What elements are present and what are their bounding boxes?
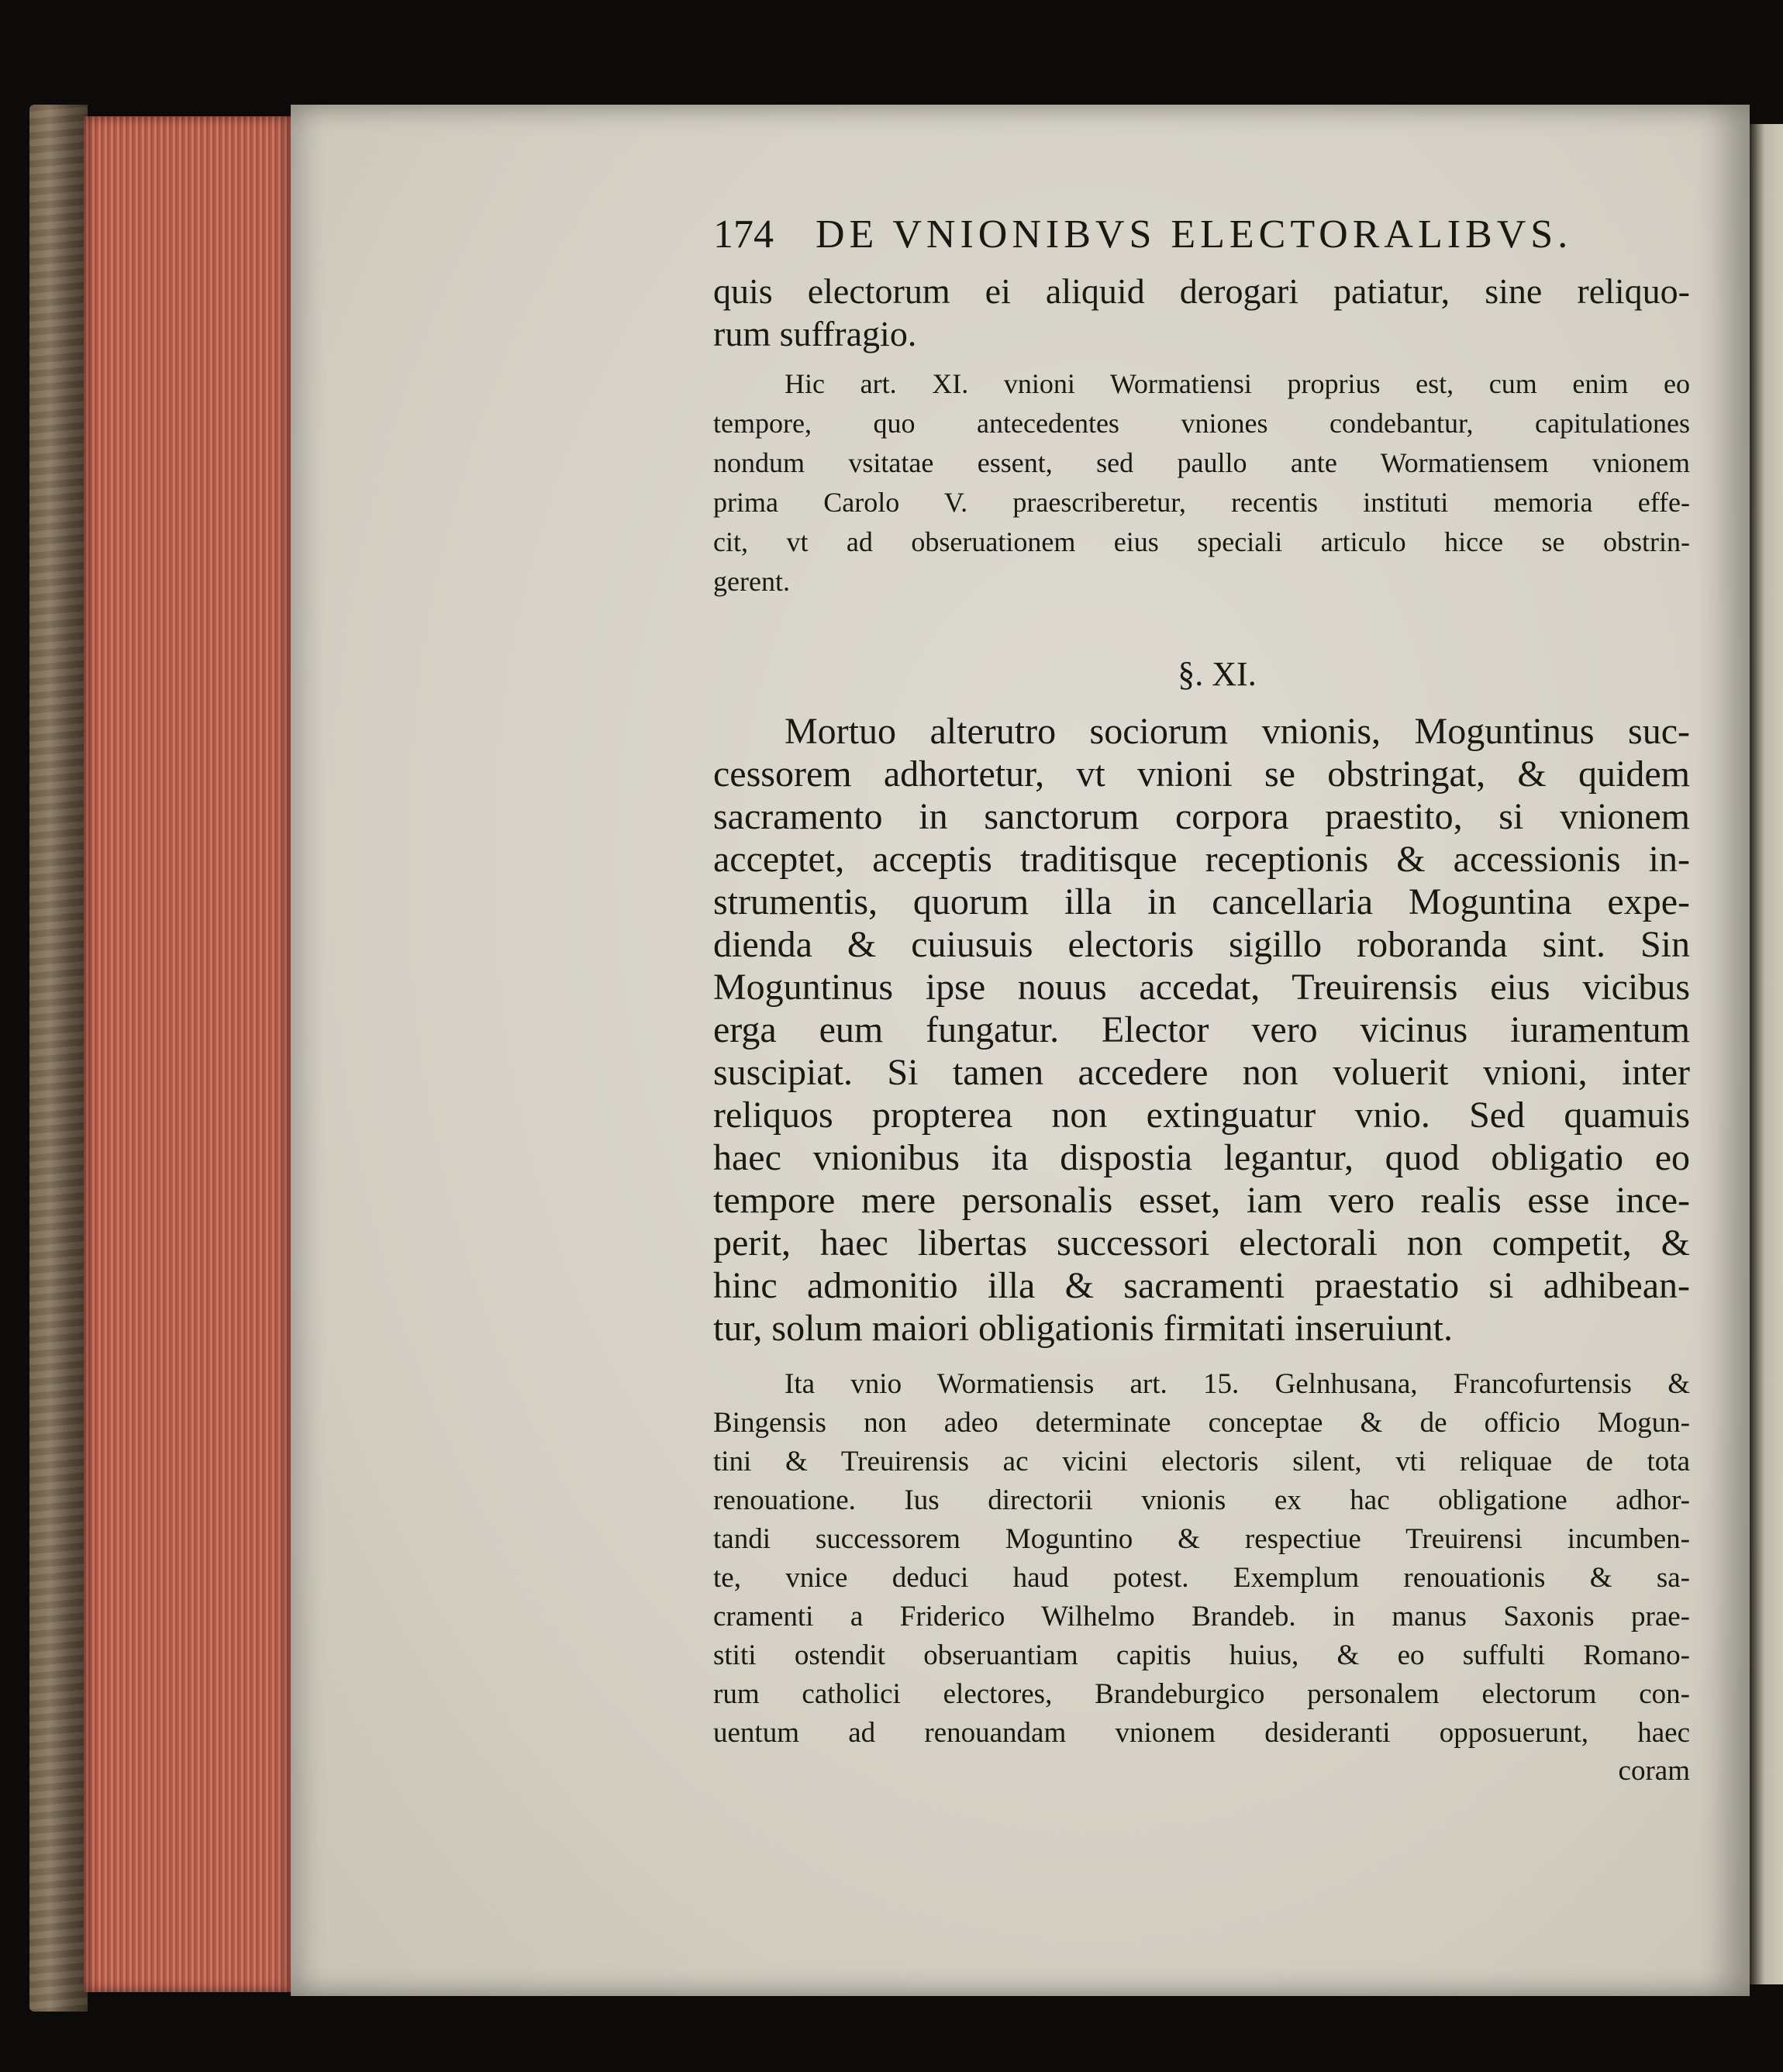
text-line: tur, solum maiori obligationis firmitati inseruiunt.: [713, 1308, 1453, 1349]
text-line: hinc admonitio illa & sacramenti praestatio si adhibean-: [713, 1265, 1690, 1306]
text-line: perit, haec libertas successori electorali non competit, &: [713, 1222, 1690, 1264]
section-heading: §. XI.: [1178, 655, 1257, 693]
text-line: renouatione. Ius directorii vnionis ex hac obligatione adhor-: [713, 1484, 1690, 1516]
text-line: suscipiat. Si tamen accedere non voluerit vnioni, inter: [713, 1052, 1690, 1093]
text-line: Mortuo alterutro sociorum vnionis, Moguntinus suc-: [785, 711, 1690, 752]
text-line: cit, vt ad obseruationem eius speciali articulo hicce se obstrin-: [713, 526, 1690, 557]
text-line: strumentis, quorum illa in cancellaria Moguntina expe-: [713, 881, 1690, 922]
text-line: stiti ostendit obseruantiam capitis huius, & eo suffulti Romano-: [713, 1639, 1690, 1671]
text-line: acceptet, acceptis traditisque receptionis & accessionis in-: [713, 839, 1690, 880]
text-line: Hic art. XI. vnioni Wormatiensi proprius est, cum enim eo: [785, 368, 1690, 399]
running-title: DE VNIONIBVS ELECTORALIBVS.: [816, 212, 1573, 257]
text-line: nondum vsitatae essent, sed paullo ante Wormatiensem vnionem: [713, 447, 1690, 478]
text-line: te, vnice deduci haud potest. Exemplum renouationis & sa-: [713, 1562, 1690, 1594]
text-line: haec vnionibus ita dispostia legantur, quod obligatio eo: [713, 1137, 1690, 1178]
text-line: rum catholici electores, Brandeburgico personalem electorum con-: [713, 1678, 1690, 1710]
footnote-article-xi: [713, 364, 1690, 602]
text-line: Bingensis non adeo determinate conceptae & de officio Mogun-: [713, 1407, 1690, 1439]
book-spine: [29, 105, 88, 2012]
main-paragraph: [713, 710, 1690, 1350]
text-line: cramenti a Friderico Wilhelmo Brandeb. in manus Saxonis prae-: [713, 1601, 1690, 1632]
running-head: [713, 209, 1690, 260]
text-line: sacramento in sanctorum corpora praestito, si vnionem: [713, 796, 1690, 837]
text-line: Moguntinus ipse nouus accedat, Treuirensis eius vicibus: [713, 967, 1690, 1008]
text-line: tini & Treuirensis ac vicini electoris silent, vti reliquae de tota: [713, 1446, 1690, 1477]
text-line: quis electorum ei aliquid derogari patiatur, sine reliquo-: [713, 271, 1690, 311]
text-line: prima Carolo V. praescriberetur, recentis instituti memoria effe-: [713, 487, 1690, 518]
text-line: Ita vnio Wormatiensis art. 15. Gelnhusana, Francofurtensis &: [785, 1368, 1690, 1400]
text-line: rum suffragio.: [713, 314, 917, 353]
text-line: gerent.: [713, 566, 790, 597]
page-edges: [84, 116, 295, 1992]
text-line: tempore mere personalis esset, iam vero realis esse ince-: [713, 1180, 1690, 1221]
page-number: 174: [713, 212, 774, 257]
facing-page-edge: [1750, 124, 1783, 1984]
text-block: [713, 209, 1690, 1790]
text-line: uentum ad renouandam vnionem desideranti opposuerunt, haec: [713, 1717, 1690, 1749]
text-line: erga eum fungatur. Elector vero vicinus iuramentum: [713, 1009, 1690, 1050]
catchword: coram: [1618, 1755, 1690, 1787]
text-line: tempore, quo antecedentes vniones condebantur, capitulationes: [713, 408, 1690, 439]
intro-paragraph: [713, 270, 1690, 355]
footnote-article-15: [713, 1365, 1690, 1753]
text-line: cessorem adhortetur, vt vnioni se obstringat, & quidem: [713, 753, 1690, 795]
text-line: dienda & cuiusuis electoris sigillo roboranda sint. Sin: [713, 924, 1690, 965]
text-line: tandi successorem Moguntino & respectiue Treuirensi incumben-: [713, 1523, 1690, 1555]
text-line: reliquos propterea non extinguatur vnio. Sed quamuis: [713, 1095, 1690, 1136]
